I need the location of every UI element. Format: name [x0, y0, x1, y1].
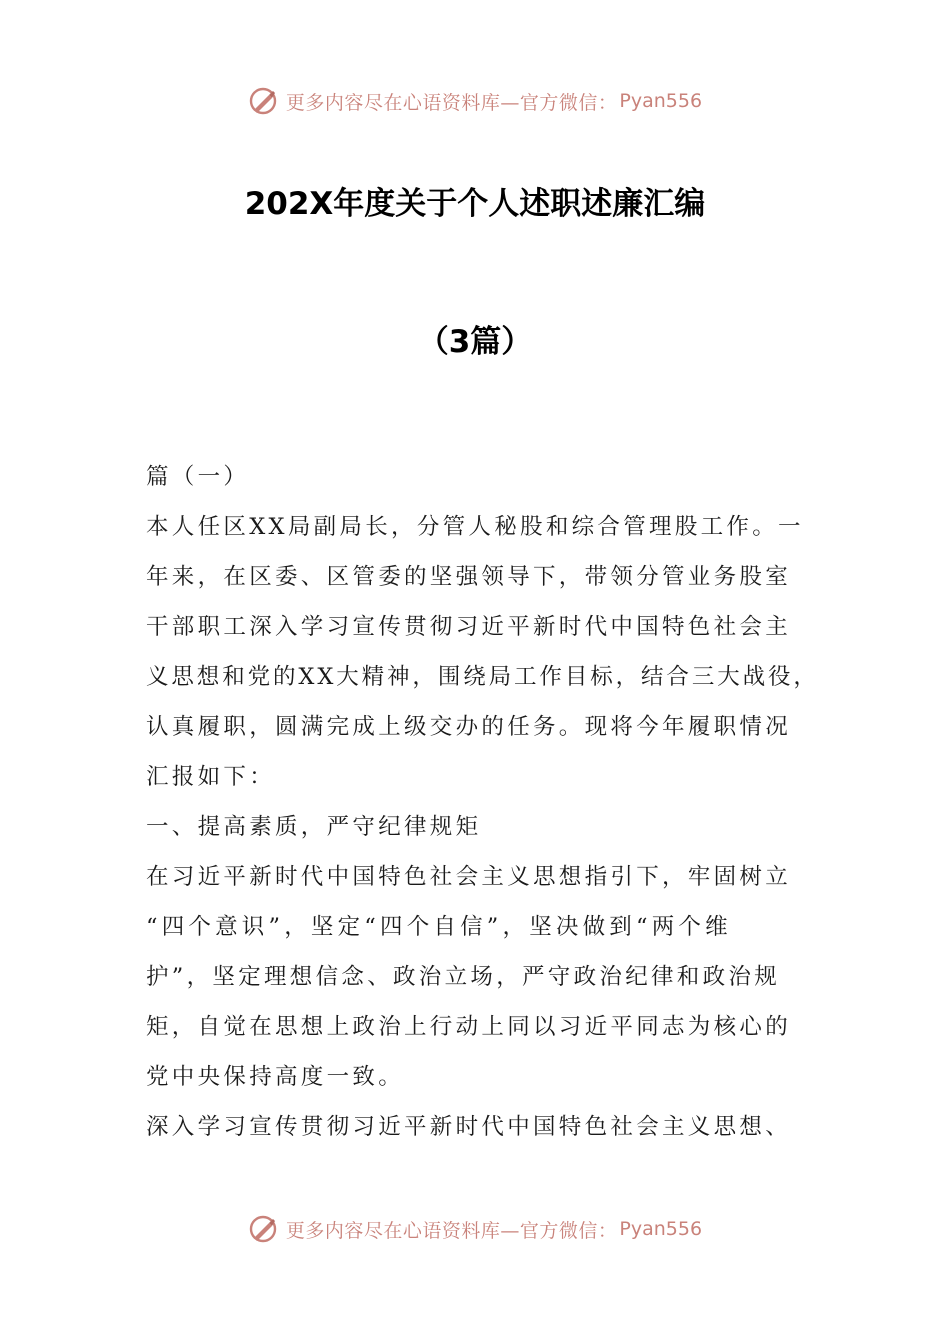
body-line: 护”，坚定理想信念、政治立场，严守政治纪律和政治规 [146, 964, 781, 990]
body-line: 党中央保持高度一致。 [146, 1064, 405, 1090]
body-line: “四个意识”，坚定“四个自信”，坚决做到“两个维 [146, 914, 732, 940]
watermark-text: 更多内容尽在心语资料库—官方微信： [285, 91, 618, 114]
body-line: 本人任区XX局副局长，分管人秘股和综合管理股工作。一 [146, 514, 804, 540]
body-line: 义思想和党的XX大精神，围绕局工作目标，结合三大战役， [146, 664, 819, 690]
document-subtitle: （3篇） [417, 324, 533, 360]
watermark-banner-bottom [0, 1214, 950, 1244]
body-line: 在习近平新时代中国特色社会主义思想指引下，牢固树立 [146, 864, 792, 890]
pen-logo-icon [248, 1214, 278, 1244]
watermark-text: 更多内容尽在心语资料库—官方微信： [285, 1219, 618, 1242]
watermark-banner-top [0, 86, 950, 116]
body-line: 汇报如下： [146, 764, 276, 790]
pen-logo-icon [248, 86, 278, 116]
document-title: 202X年度关于个人述职述廉汇编 [244, 186, 706, 222]
body-line: 矩，自觉在思想上政治上行动上同以习近平同志为核心的 [146, 1014, 792, 1040]
section-heading: 篇（一） [146, 464, 250, 490]
body-line: 年来，在区委、区管委的坚强领导下，带领分管业务股室 [146, 564, 792, 590]
body-line: 认真履职，圆满完成上级交办的任务。现将今年履职情况 [146, 714, 792, 740]
body-line: 深入学习宣传贯彻习近平新时代中国特色社会主义思想、 [146, 1114, 792, 1140]
subsection-heading: 一、提高素质，严守纪律规矩 [146, 814, 482, 840]
body-line: 干部职工深入学习宣传贯彻习近平新时代中国特色社会主 [146, 614, 792, 640]
watermark-wechat-id: Pyan556 [619, 1218, 703, 1240]
document-body [146, 452, 819, 1152]
watermark-wechat-id: Pyan556 [619, 90, 703, 112]
